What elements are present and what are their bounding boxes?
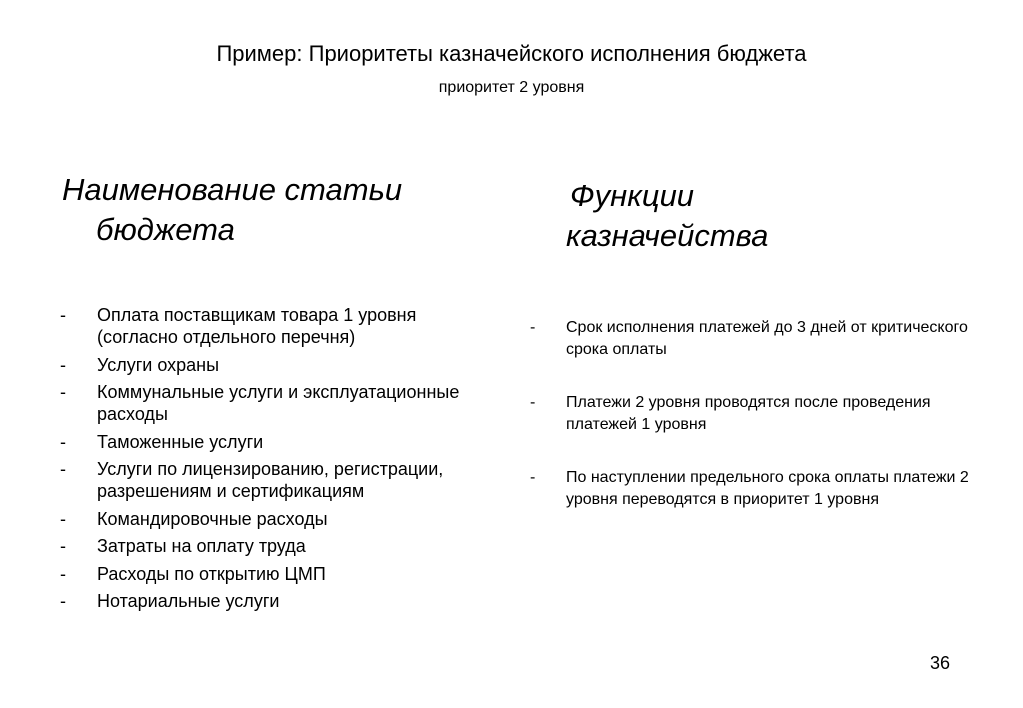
- list-item-text: Оплата поставщикам товара 1 уровня (согласно отдельного перечня): [97, 305, 417, 347]
- budget-item-heading: Наименование статьи бюджета: [62, 172, 403, 247]
- budget-items-list: [60, 304, 490, 618]
- list-item-text: Коммунальные услуги и эксплуатационные расходы: [97, 382, 460, 424]
- list-item: [60, 508, 490, 530]
- treasury-functions-heading: [566, 176, 866, 256]
- list-item-text: Таможенные услуги: [97, 431, 264, 452]
- bullet-dash: -: [60, 563, 66, 584]
- list-item-text: Платежи 2 уровня проводятся после проведения платежей 1 уровня: [566, 394, 931, 433]
- list-item-text: Нотариальные услуги: [97, 591, 280, 611]
- list-item: [60, 563, 490, 585]
- page-number: 36: [930, 653, 951, 673]
- list-item: [60, 458, 490, 502]
- bullet-dash: -: [60, 536, 66, 556]
- list-item: [60, 431, 490, 453]
- list-item: [530, 392, 970, 436]
- bullet-dash: -: [60, 382, 66, 402]
- bullet-dash: -: [60, 508, 66, 529]
- list-item-text: Срок исполнения платежей до 3 дней от критического срока оплаты: [566, 319, 968, 358]
- bullet-dash: -: [60, 431, 66, 452]
- list-item-text: Услуги охраны: [97, 354, 220, 375]
- treasury-functions-list: [530, 317, 970, 542]
- treasury-heading-line1: Функции: [570, 178, 695, 213]
- bullet-dash: -: [530, 319, 536, 336]
- bullet-dash: -: [530, 469, 536, 486]
- list-item: [60, 304, 490, 348]
- list-item-text: Услуги по лицензированию, регистрации, разрешениям и сертификациям: [97, 459, 444, 501]
- bullet-dash: -: [60, 591, 66, 611]
- bullet-dash: -: [60, 354, 66, 375]
- slide-title: Пример: Приоритеты казначейского исполнения бюджета: [216, 41, 807, 66]
- list-item-text: Затраты на оплату труда: [97, 536, 306, 556]
- bullet-dash: -: [60, 459, 66, 479]
- list-item: [60, 535, 490, 557]
- treasury-heading-line2: казначейства: [566, 218, 769, 253]
- list-item: [530, 467, 970, 511]
- list-item: [60, 381, 490, 425]
- list-item-text: По наступлении предельного срока оплаты платежи 2 уровня переводятся в приоритет 1 уровня: [566, 469, 969, 508]
- list-item-text: Командировочные расходы: [97, 508, 328, 529]
- list-item: [60, 590, 490, 612]
- slide-subtitle: приоритет 2 уровня: [438, 79, 585, 96]
- bullet-dash: -: [530, 394, 536, 411]
- list-item: [60, 354, 490, 376]
- list-item-text: Расходы по открытию ЦМП: [97, 563, 326, 584]
- list-item: [530, 317, 970, 361]
- bullet-dash: -: [60, 305, 66, 325]
